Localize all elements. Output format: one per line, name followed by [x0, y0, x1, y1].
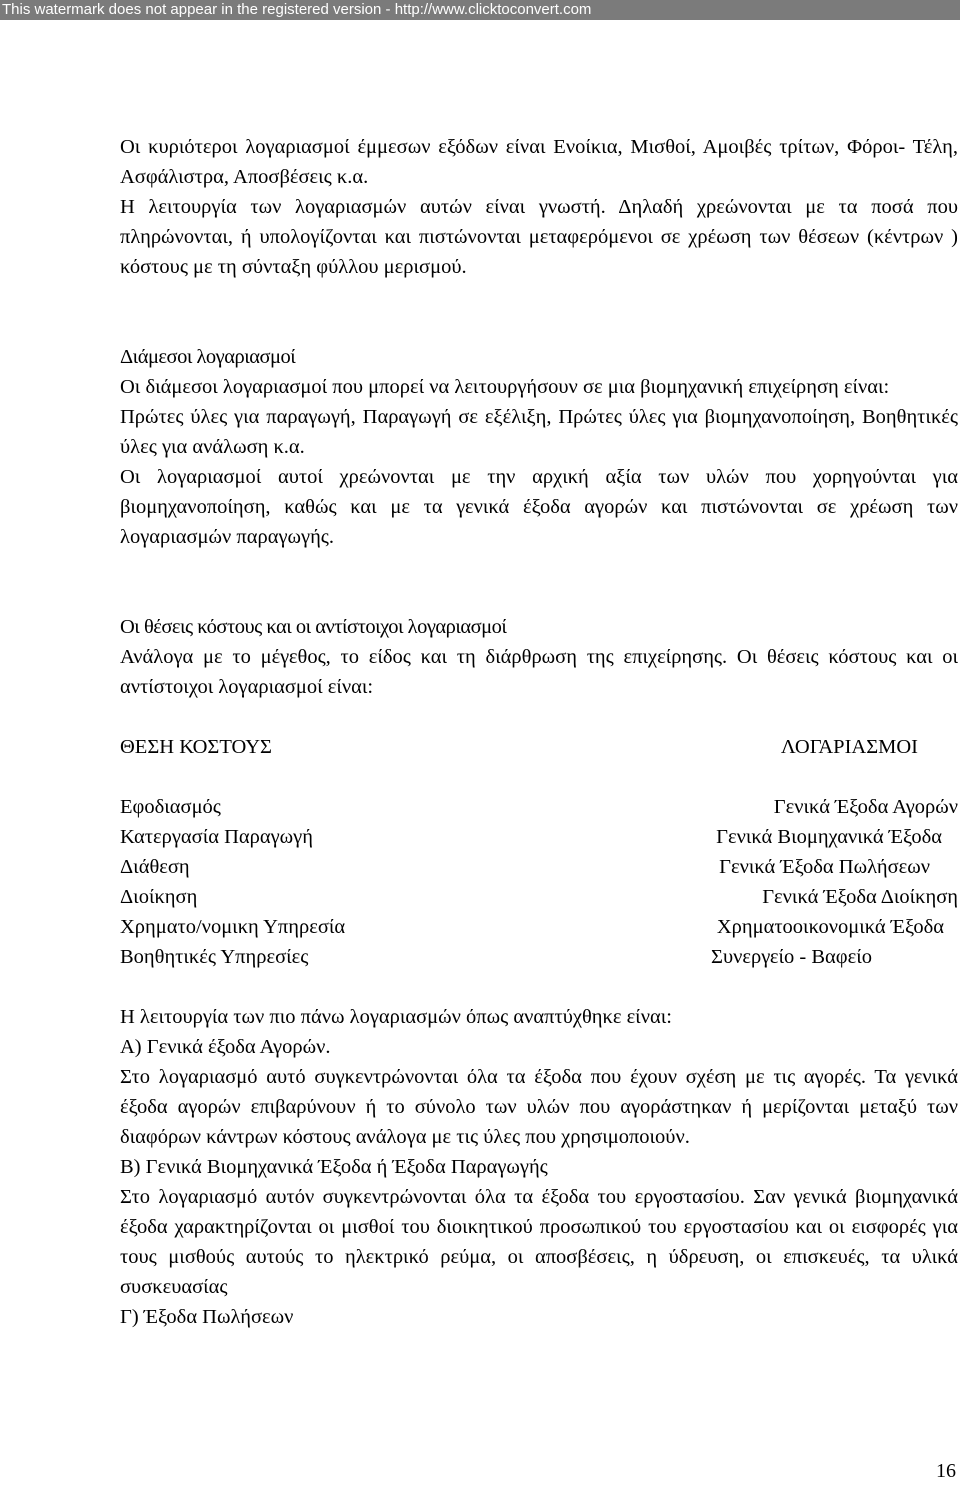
watermark-text: This watermark does not appear in the registered version -	[2, 1, 395, 18]
cost-table-header	[120, 732, 958, 762]
paragraph-purchase-expenses: Στο λογαριασμό αυτό συγκεντρώνονται όλα τα έξοδα που έχουν σχέση με τις αγορές. Τα γενικά έξοδα αγορών επιβαρύνουν ή το σύνολο των υλών που αγοράστηκαν ή μερίζονται μεταξύ των διαφόρων κάντρων κόστους ανάλογα με τις ύλες που χρησιμοποιούν.	[120, 1066, 958, 1148]
table-row	[120, 882, 958, 912]
document-body	[120, 132, 958, 1332]
cost-center-table	[120, 732, 958, 972]
cost-account: Γενικά Έξοδα Πωλήσεων	[719, 856, 930, 878]
watermark-link[interactable]: http://www.clicktoconvert.com	[394, 1, 592, 18]
watermark-banner	[0, 0, 960, 20]
table-row	[120, 942, 958, 972]
cost-position: Βοηθητικές Υπηρεσίες	[120, 946, 309, 968]
table-row	[120, 822, 958, 852]
table-row	[120, 912, 958, 942]
cost-account: Γενικά Βιομηχανικά Έξοδα	[716, 826, 942, 848]
cost-account: Χρηματοοικονομικά Έξοδα	[716, 916, 944, 938]
heading-purchase-expenses: Α) Γενικά έξοδα Αγορών.	[120, 1036, 331, 1058]
paragraph-account-function: Η λειτουργία των λογαριασμών αυτών είναι γνωστή. Δηλαδή χρεώνονται με τα ποσά που πληρώνονται, ή υπολογίζονται και πιστώνονται μεταφερόμενοι σε χρέωση των θέσεων (κέντρων ) κόστους με τη σύνταξη φύλλου μερισμού.	[120, 196, 958, 278]
cost-position: Κατεργασία Παραγωγή	[120, 826, 313, 848]
cost-position: Εφοδιασμός	[120, 796, 221, 818]
table-row	[120, 792, 958, 822]
cost-account: Συνεργείο - Βαφείο	[711, 946, 872, 968]
heading-sales-expenses: Γ) Έξοδα Πωλήσεων	[120, 1306, 294, 1328]
heading-production-expenses: Β) Γενικά Βιομηχανικά Έξοδα ή Έξοδα Παραγωγής	[120, 1156, 548, 1178]
table-row	[120, 852, 958, 882]
cost-position: Χρηματο/νομικη Υπηρεσία	[120, 916, 346, 938]
heading-cost-centers: Οι θέσεις κόστους και οι αντίστοιχοι λογαριασμοί	[120, 616, 507, 638]
paragraph-cost-centers-intro: Ανάλογα με το μέγεθος, το είδος και τη διάρθρωση της επιχείρησης. Οι θέσεις κόστους και οι αντίστοιχοι λογαριασμοί είναι:	[120, 646, 958, 698]
paragraph-accounts-function: Η λειτουργία των πιο πάνω λογαριασμών όπως αναπτύχθηκε είναι:	[120, 1006, 672, 1028]
column-header-accounts: ΛΟΓΑΡΙΑΣΜΟΙ	[780, 736, 918, 758]
paragraph-intermediate-charging: Οι λογαριασμοί αυτοί χρεώνονται με την αρχική αξία των υλών που χορηγούνται για βιομηχανοποίηση, καθώς και με τα γενικά έξοδα αγορών και πιστώνονται σε χρέωση των λογαριασμών παραγωγής.	[120, 466, 958, 548]
page-number: 16	[936, 1460, 956, 1482]
cost-account: Γενικά Έξοδα Αγορών	[773, 796, 958, 818]
heading-intermediate-accounts: Διάμεσοι λογαριασμοί	[120, 346, 296, 368]
paragraph-indirect-expenses: Οι κυριότεροι λογαριασμοί έμμεσων εξόδων είναι Ενοίκια, Μισθοί, Αμοιβές τρίτων, Φόροι- Τέλη, Ασφάλιστρα, Αποσβέσεις κ.α.	[120, 136, 958, 188]
paragraph-intermediate-intro: Οι διάμεσοι λογαριασμοί που μπορεί να λειτουργήσουν σε μια βιομηχανική επιχείρηση είναι:	[120, 376, 890, 398]
cost-position: Διοίκηση	[120, 886, 198, 908]
paragraph-intermediate-list: Πρώτες ύλες για παραγωγή, Παραγωγή σε εξέλιξη, Πρώτες ύλες για βιομηχανοποίηση, Βοηθητικές ύλες για ανάλωση κ.α.	[120, 406, 958, 458]
column-header-cost-position: ΘΕΣΗ ΚΟΣΤΟΥΣ	[120, 736, 272, 758]
cost-position: Διάθεση	[120, 856, 190, 878]
paragraph-production-expenses: Στο λογαριασμό αυτόν συγκεντρώνονται όλα τα έξοδα του εργοστασίου. Σαν γενικά βιομηχανικά έξοδα χαρακτηρίζονται οι μισθοί του διοικητικού προσωπικού του εργοστασίου και οι εισφορές για τους μισθούς αυτούς το ηλεκτρικό ρεύμα, οι αποσβέσεις, η ύδρευση, οι επισκευές, τα υλικά συσκευασίας	[120, 1186, 958, 1298]
cost-account: Γενικά Έξοδα Διοίκηση	[762, 886, 958, 908]
